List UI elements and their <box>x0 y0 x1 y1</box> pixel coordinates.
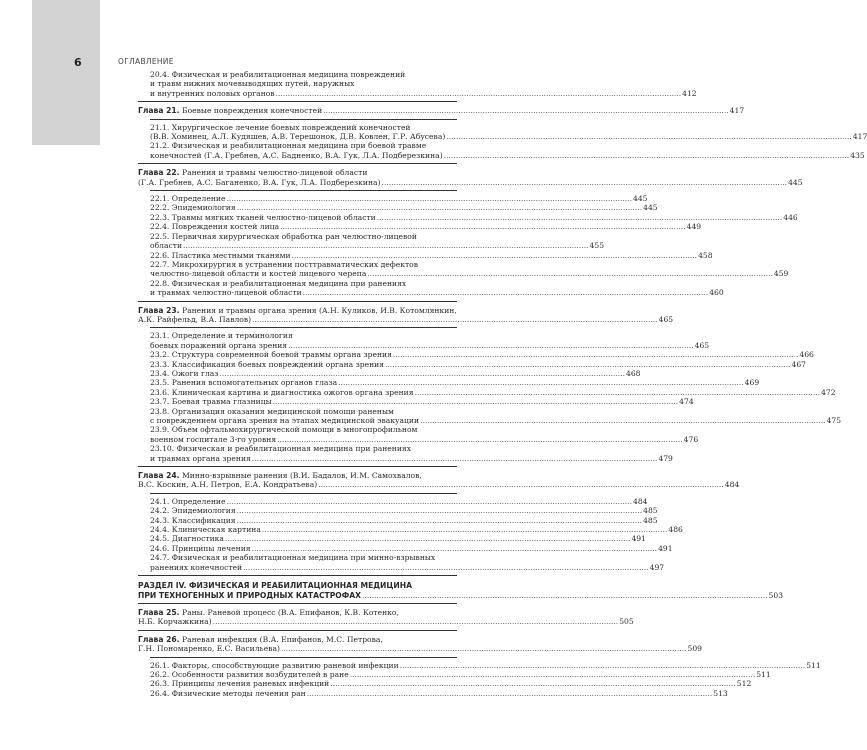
toc-entry-line <box>138 306 457 315</box>
toc-entry-text: с повреждением органа зрения на этапах медицинской эвакуации <box>150 416 420 425</box>
dot-leader <box>323 106 729 115</box>
toc-entry-sub[interactable] <box>138 141 865 160</box>
toc-divider <box>150 327 457 328</box>
toc-entry-line <box>138 168 457 177</box>
toc-divider <box>138 630 457 631</box>
toc-entry-text: Раны. Раневой процесс (В.А. Епифанов, К.В. Котенко, <box>181 607 399 617</box>
dot-leader <box>243 563 649 572</box>
toc-entry-text: 24.3. Классификация <box>150 515 236 525</box>
toc-entry-sub[interactable] <box>138 368 641 378</box>
toc-entry-line <box>150 260 457 269</box>
toc-entry-section[interactable] <box>138 581 784 600</box>
dot-leader <box>262 525 668 534</box>
dot-leader <box>307 689 713 698</box>
toc-entry-line <box>150 688 728 698</box>
toc-entry-text: Минно-взрывные ранения (В.И. Бадалов, И.М. Самохвалов, <box>181 471 422 481</box>
toc-entry-sub[interactable] <box>138 387 836 397</box>
toc-entry-sub[interactable] <box>138 496 648 506</box>
toc-page-number: 485 <box>643 506 658 516</box>
dot-leader <box>415 388 821 397</box>
toc-entry-text: 22.4. Повреждения костей лица <box>150 222 280 232</box>
toc-entry-text: 23.6. Клиническая картина и диагностика ожогов органа зрения <box>150 387 414 397</box>
toc-entry-sub[interactable] <box>138 212 798 222</box>
dot-leader <box>338 378 744 387</box>
toc-page-number: 511 <box>756 669 771 679</box>
toc-entry-text: конечностей (Г.А. Гребнев, А.С. Бадненко, В.А. Гук, Л.А. Подберезкина) <box>150 150 443 160</box>
toc-entry-line <box>150 88 697 98</box>
page-number: 6 <box>74 56 82 69</box>
toc-entry-text: 22.6. Пластика местными тканями <box>150 250 291 260</box>
toc-entry-line <box>138 177 803 187</box>
toc-entry-text: 23.4. Ожоги глаз <box>150 368 219 378</box>
toc-divider <box>138 301 457 302</box>
toc-page-number: 484 <box>633 496 648 506</box>
toc-entry-line <box>150 496 648 506</box>
toc-entry-line <box>150 132 867 142</box>
toc-page-number: 445 <box>643 203 658 213</box>
toc-entry-text: 24.4. Клиническая картина <box>150 525 261 535</box>
dot-leader <box>277 435 683 444</box>
toc-entry-text: 23.1. Определение и терминология <box>150 331 293 341</box>
toc-entry-sub[interactable] <box>138 534 646 544</box>
toc-entry-line <box>150 444 457 453</box>
toc-entry-line <box>150 543 673 553</box>
toc-entry-line <box>150 232 457 241</box>
toc-entry-sub[interactable] <box>138 397 694 407</box>
toc-page-number: 486 <box>668 525 683 535</box>
toc-entry-sub[interactable] <box>138 525 683 535</box>
dot-leader <box>400 661 806 670</box>
dot-leader <box>225 534 631 543</box>
toc-entry-line <box>138 480 740 490</box>
dot-leader <box>393 350 799 359</box>
toc-entry-line <box>150 669 771 679</box>
toc-entry-sub[interactable] <box>138 231 605 251</box>
toc-entry-text: 23.5. Ранения вспомогательных органов глаза <box>150 378 338 388</box>
toc-page-number: 435 <box>850 150 865 160</box>
toc-entry-sub[interactable] <box>138 406 842 426</box>
toc-entry-text: 24.6. Принципы лечения <box>150 543 251 553</box>
dot-leader <box>281 644 687 653</box>
chapter-label: Глава 22. <box>138 168 180 178</box>
toc-entry-sub[interactable] <box>138 259 789 279</box>
toc-entry-line <box>150 434 699 444</box>
toc-entry-text: 23.3. Классификация боевых повреждений органа зрения <box>150 359 384 369</box>
toc-entry-sub[interactable] <box>138 688 728 698</box>
toc-entry-text: 24.7. Физическая и реабилитационная медицина при минно-взрывных <box>150 553 436 563</box>
dot-leader <box>420 416 826 425</box>
toc-page-number: 505 <box>619 617 634 627</box>
toc-page-number: 445 <box>633 194 648 204</box>
toc-divider <box>138 603 457 604</box>
toc-entry-line <box>150 222 702 232</box>
toc-entry-chapter[interactable] <box>138 305 674 325</box>
toc-entry-line <box>138 106 745 116</box>
toc-entry-line <box>150 416 842 425</box>
chapter-label: Глава 21. <box>138 106 180 116</box>
toc-entry-sub[interactable] <box>138 222 702 232</box>
toc-entry-text: 26.2. Особенности развития возбудителей в ране <box>150 669 349 679</box>
toc-page-number: 459 <box>773 269 789 279</box>
toc-entry-text: Г.Н. Пономаренко, Е.С. Васильева) <box>138 644 280 654</box>
toc-entry-sub[interactable] <box>138 194 648 204</box>
toc-entry-sub[interactable] <box>138 506 658 516</box>
toc-entry-sub[interactable] <box>138 278 724 298</box>
toc-page-number: 445 <box>788 177 803 187</box>
toc-page-number: 491 <box>631 534 646 544</box>
toc-entry-text: 23.8. Организация оказания медицинской помощи раненым <box>150 406 394 416</box>
toc-divider <box>138 466 457 467</box>
toc-entry-sub[interactable] <box>138 444 673 463</box>
dot-leader <box>252 315 658 324</box>
toc-page-number: 468 <box>625 368 641 378</box>
toc-entry-line <box>150 525 683 535</box>
toc-entry-sub[interactable] <box>138 425 699 444</box>
running-head: ОГЛАВЛЕНИЕ <box>118 57 174 66</box>
toc-entry-sub[interactable] <box>138 70 697 98</box>
toc-entry-line <box>138 590 784 600</box>
toc-entry-sub[interactable] <box>138 203 658 213</box>
toc-page-number: 491 <box>658 543 673 553</box>
dot-leader <box>385 360 791 369</box>
toc-entry-text: и внутренних половых органов <box>150 88 275 98</box>
toc-entry-line <box>150 79 457 88</box>
toc-entry-line <box>150 562 665 572</box>
toc-entry-text: 22.7. Микрохирургия в устранении посттравматических дефектов <box>150 259 419 269</box>
toc-entry-line <box>150 553 457 562</box>
chapter-label: Глава 23. <box>138 305 180 315</box>
toc-entry-text: Н.Б. Корчажкина) <box>138 617 212 627</box>
toc-page-number: 458 <box>698 250 713 260</box>
toc-entry-text: 24.2. Эпидемиология <box>150 506 236 516</box>
dot-leader <box>292 251 698 260</box>
toc-entry-text: 20.4. Физическая и реабилитационная медицина повреждений <box>150 70 406 79</box>
toc-page-number: 484 <box>724 480 740 490</box>
toc-page-number: 497 <box>649 562 665 572</box>
toc-page-number: 467 <box>791 359 807 369</box>
toc-entry-text: 21.1. Хирургическое лечение боевых повреждений конечностей <box>150 122 411 132</box>
dot-leader <box>367 269 773 278</box>
toc-entry-text: 23.9. Объем офтальмохирургической помощи в многопрофильном <box>150 425 418 435</box>
toc-entry-line <box>150 506 658 516</box>
toc-divider <box>150 493 457 494</box>
toc-entry-sub[interactable] <box>138 250 713 260</box>
toc-entry-text: 22.5. Первичная хирургическая обработка ран челюстно-лицевой <box>150 231 417 241</box>
toc-entry-line <box>150 368 641 378</box>
toc-entry-line <box>138 581 457 590</box>
toc-entry-sub[interactable] <box>138 660 821 670</box>
dot-leader <box>273 397 679 406</box>
toc-entry-line <box>150 679 752 689</box>
toc-entry-sub[interactable] <box>138 331 710 350</box>
toc-page-number: 513 <box>713 688 728 698</box>
toc-page-number: 509 <box>687 644 702 654</box>
toc-entry-line <box>150 241 605 251</box>
toc-divider <box>150 657 457 658</box>
toc-entry-line <box>138 617 634 627</box>
toc-entry-sub[interactable] <box>138 378 760 388</box>
toc-page-number: 460 <box>709 288 724 298</box>
toc-entry-sub[interactable] <box>138 515 658 525</box>
dot-leader <box>280 222 686 231</box>
toc-page-number: 465 <box>658 314 674 324</box>
toc-entry-text: и травмах органа зрения <box>150 453 251 463</box>
toc-entry-text: А.К. Райфельд, В.А. Павлов) <box>138 314 252 324</box>
dot-leader <box>237 203 643 212</box>
toc-page-number: 446 <box>783 212 798 222</box>
toc-entry-line <box>138 471 457 480</box>
toc-entry-chapter[interactable] <box>138 168 803 187</box>
toc-entry-text: челюстно-лицевой области и костей лицевого черепа <box>150 269 367 279</box>
toc-entry-text: 22.8. Физическая и реабилитационная медицина при ранениях <box>150 278 407 288</box>
toc-page-number: 474 <box>679 397 694 407</box>
toc-page-number: 476 <box>683 434 699 444</box>
toc-page-number: 472 <box>821 387 836 397</box>
toc-divider <box>150 119 457 120</box>
toc-entry-line <box>150 250 713 260</box>
toc-entry-line <box>150 340 710 350</box>
toc-entry-text: РАЗДЕЛ IV. ФИЗИЧЕСКАЯ И РЕАБИЛИТАЦИОННАЯ МЕДИЦИНА <box>138 581 413 591</box>
toc-page-number: 449 <box>686 222 702 232</box>
toc-page-number: 455 <box>589 241 605 251</box>
toc-entry-text: боевых поражений органа зрения <box>150 340 288 350</box>
toc-entry-chapter[interactable] <box>138 106 745 116</box>
toc-entry-text: (Г.А. Гребнев, А.С. Баганенко, В.А. Гук, Л.А. Подберезкина) <box>138 177 381 187</box>
toc-entry-sub[interactable] <box>138 543 673 553</box>
toc-entry-line <box>150 194 648 204</box>
toc-entry-line <box>150 150 865 160</box>
dot-leader <box>276 89 682 98</box>
toc-entry-text: военном госпитале 3-го уровня <box>150 434 277 444</box>
chapter-label: Глава 24. <box>138 471 180 481</box>
toc-page-number: 466 <box>799 350 814 360</box>
toc-entry-text: и травм нижних мочевыводящих путей, наружных <box>150 79 355 89</box>
toc-entry-chapter[interactable] <box>138 471 740 490</box>
toc-entry-text: 22.2. Эпидемиология <box>150 203 236 213</box>
toc-entry-line <box>138 644 702 654</box>
toc-entry-line <box>138 635 457 644</box>
toc-entry-line <box>150 515 658 525</box>
toc-entry-text: 26.1. Факторы, способствующие развитию раневой инфекции <box>150 660 399 670</box>
toc-entry-line <box>150 141 457 150</box>
dot-leader <box>318 480 724 489</box>
dot-leader <box>252 544 658 553</box>
toc-divider <box>138 101 457 102</box>
toc-entry-text: 26.4. Физические методы лечения ран <box>150 688 306 698</box>
toc-page-number: 511 <box>806 660 821 670</box>
toc-page-number: 469 <box>744 378 760 388</box>
dot-leader <box>362 591 768 600</box>
toc-entry-text: 24.1. Определение <box>150 496 226 506</box>
toc-entry-line <box>150 453 673 463</box>
toc-entry-text: 24.5. Диагностика <box>150 534 224 544</box>
dot-leader <box>219 369 625 378</box>
toc-entry-sub[interactable] <box>138 669 771 679</box>
toc-entry-text: 23.2. Структура современной боевой травмы органа зрения <box>150 350 392 360</box>
dot-leader <box>330 679 736 688</box>
toc-entry-sub[interactable] <box>138 350 814 360</box>
toc-entry-text: Боевые повреждения конечностей <box>181 106 323 116</box>
dot-leader <box>237 516 643 525</box>
toc-entry-text: 22.1. Определение <box>150 194 226 204</box>
toc-entry-chapter[interactable] <box>138 607 634 627</box>
dot-leader <box>237 506 643 515</box>
toc-page-number: 412 <box>682 88 697 98</box>
dot-leader <box>213 617 619 626</box>
toc-entry-line <box>150 203 658 213</box>
toc-page-number: 503 <box>768 590 784 600</box>
toc-entry-line <box>150 359 807 369</box>
dot-leader <box>350 670 756 679</box>
toc-entry-sub[interactable] <box>138 679 752 689</box>
toc-entry-line <box>150 123 457 132</box>
toc-entry-line <box>150 407 457 416</box>
toc-divider <box>150 190 457 191</box>
toc-entry-line <box>150 269 789 279</box>
toc-entry-line <box>150 331 457 340</box>
dot-leader <box>382 178 788 187</box>
toc-entry-line <box>150 279 457 288</box>
dot-leader <box>226 194 632 203</box>
toc-page-number: 512 <box>736 679 752 689</box>
toc-divider <box>138 163 457 164</box>
dot-leader <box>444 151 850 160</box>
toc-entry-line <box>138 314 674 324</box>
toc-entry-text: ранениях конечностей <box>150 562 243 572</box>
dot-leader <box>377 213 783 222</box>
chapter-label: Глава 25. <box>138 607 180 617</box>
toc-entry-text: области <box>150 241 183 251</box>
toc-page-number: 417 <box>729 106 745 116</box>
toc-entry-text: Ранения и травмы органа зрения (А.Н. Куликов, И.В. Котомлянкин, <box>181 305 457 315</box>
toc-entry-text: 21.2. Физическая и реабилитационная медицина при боевой травме <box>150 141 427 151</box>
toc-page-number: 479 <box>658 453 673 463</box>
toc-entry-text: 23.7. Боевая травма глазницы <box>150 397 272 407</box>
dot-leader <box>446 132 852 141</box>
toc-entry-sub[interactable] <box>138 553 665 572</box>
dot-leader <box>303 288 709 297</box>
toc-page-number: 485 <box>643 515 658 525</box>
toc-entry-line <box>150 212 798 222</box>
toc-entry-text: ПРИ ТЕХНОГЕННЫХ И ПРИРОДНЫХ КАТАСТРОФАХ <box>138 590 362 600</box>
dot-leader <box>226 497 632 506</box>
toc-entry-text: 23.10. Физическая и реабилитационная медицина при ранениях <box>150 444 411 454</box>
toc-entry-line <box>150 70 457 79</box>
toc-page-number: 475 <box>826 416 842 425</box>
toc-entry-line <box>150 387 836 397</box>
chapter-label: Глава 26. <box>138 634 180 644</box>
toc-entry-text: В.С. Коскин, А.Н. Петров, Е.А. Кондратьева) <box>138 480 318 490</box>
toc-entry-text: Ранения и травмы челюстно-лицевой области <box>181 168 368 178</box>
table-of-contents <box>138 70 867 698</box>
toc-entry-text: 26.3. Принципы лечения раневых инфекций <box>150 679 330 689</box>
toc-divider <box>138 575 457 576</box>
toc-entry-line <box>150 378 760 388</box>
toc-page-number: 417 <box>852 132 867 142</box>
toc-entry-text: 22.3. Травмы мягких тканей челюстно-лицевой области <box>150 212 376 222</box>
page-tab-marker <box>32 0 100 145</box>
toc-page-number: 465 <box>694 340 710 350</box>
toc-entry-line <box>150 425 457 434</box>
toc-entry-sub[interactable] <box>138 122 867 142</box>
toc-entry-line <box>150 660 821 670</box>
toc-entry-chapter[interactable] <box>138 634 702 654</box>
toc-entry-line <box>150 397 694 407</box>
dot-leader <box>288 341 694 350</box>
toc-entry-line <box>138 608 457 617</box>
toc-entry-line <box>150 350 814 360</box>
toc-entry-text: и травмах челюстно-лицевой области <box>150 288 302 298</box>
toc-entry-line <box>150 534 646 544</box>
dot-leader <box>252 454 658 463</box>
toc-entry-line <box>150 288 724 298</box>
toc-entry-sub[interactable] <box>138 359 807 369</box>
toc-entry-text: (В.В. Хоминец, А.Л. Кудяшев, А.В. Терешонок, Д.В. Ковлен, Г.Р. Абусева) <box>150 132 446 142</box>
toc-entry-text: Раневая инфекция (В.А. Епифанов, М.С. Петрова, <box>181 634 383 644</box>
dot-leader <box>183 241 589 250</box>
